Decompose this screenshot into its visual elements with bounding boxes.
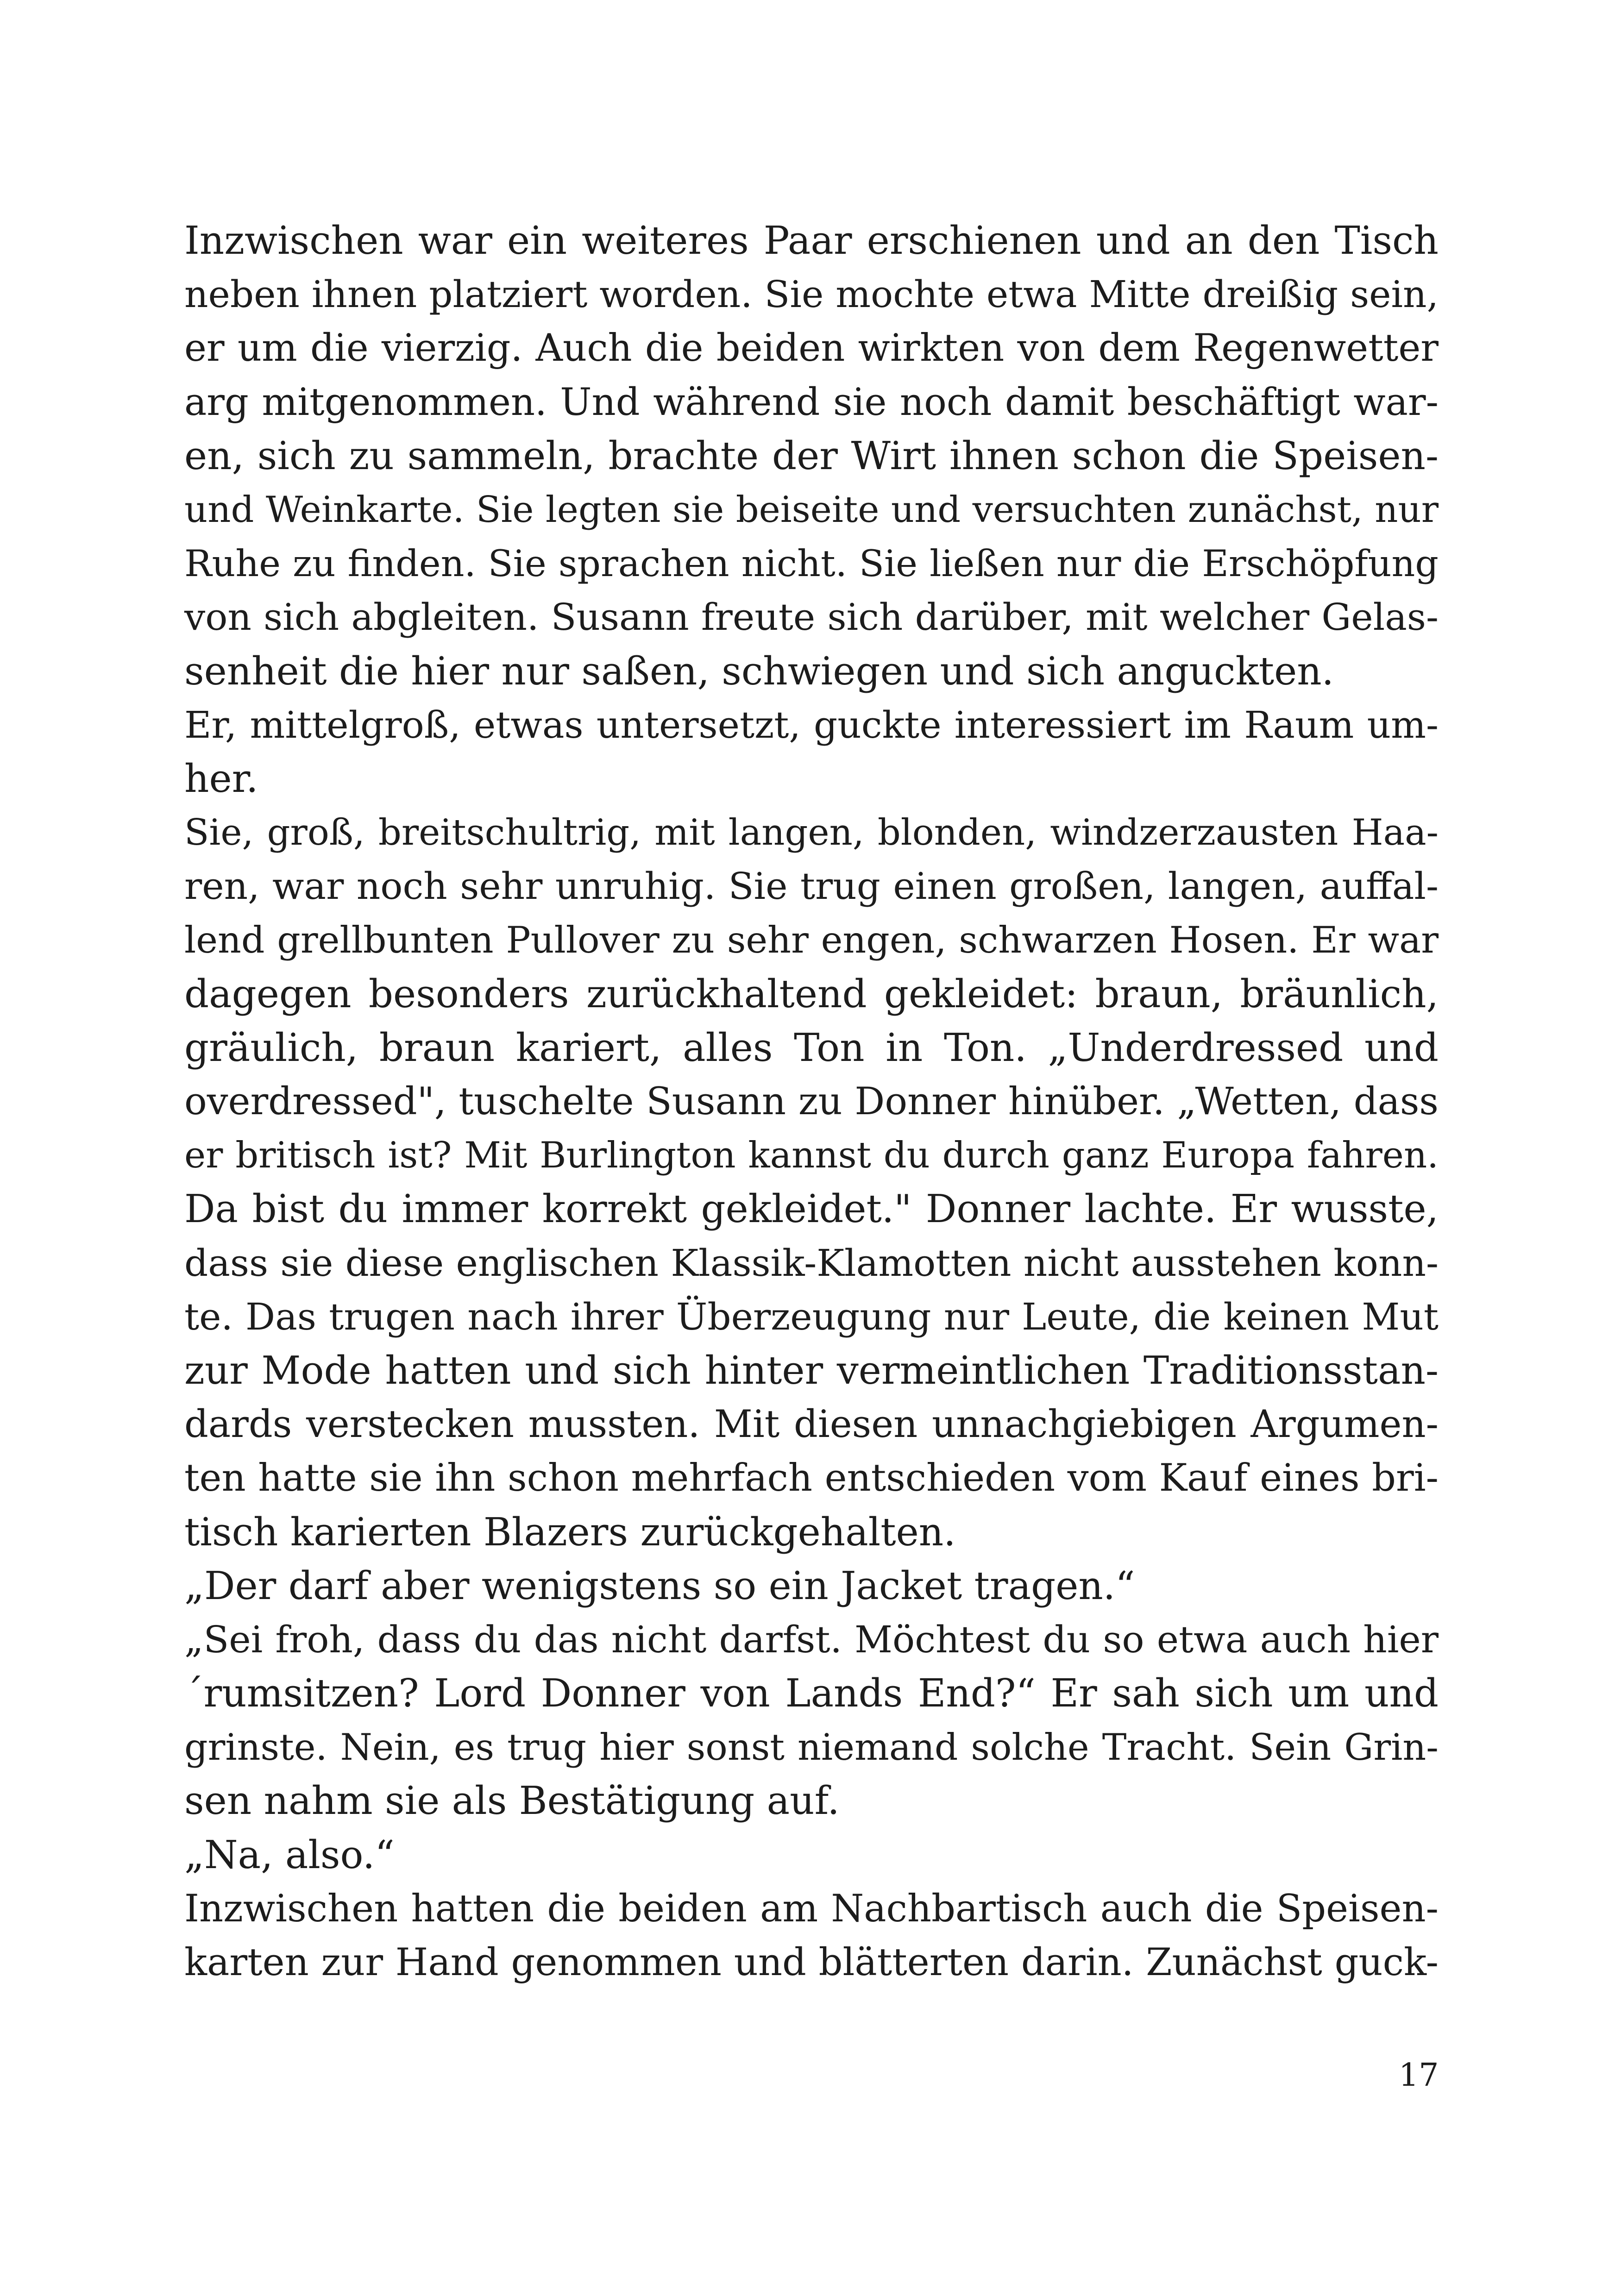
text-line: Ruhe zu finden. Sie sprachen nicht. Sie ließen nur die Erschöpfung xyxy=(184,542,1439,585)
text-line: Inzwischen war ein weiteres Paar erschienen und an den Tisch xyxy=(184,218,1439,263)
text-line: „Na, also.“ xyxy=(184,1832,395,1877)
text-line: ´rumsitzen? Lord Donner von Lands End?“ Er sah sich um und xyxy=(184,1671,1439,1716)
text-line: von sich abgleiten. Susann freute sich darüber, mit welcher Gelas- xyxy=(184,596,1439,639)
text-line: „Sei froh, dass du das nicht darfst. Möchtest du so etwa auch hier xyxy=(184,1618,1439,1661)
text-line: er um die vierzig. Auch die beiden wirkten von dem Regenwetter xyxy=(184,326,1439,370)
text-line: sen nahm sie als Bestätigung auf. xyxy=(184,1778,840,1824)
text-line: karten zur Hand genommen und blätterten darin. Zunächst guck- xyxy=(184,1941,1439,1984)
text-line: gräulich, braun kariert, alles Ton in Ton. „Underdressed und xyxy=(184,1025,1439,1070)
text-line: overdressed", tuschelte Susann zu Donner hinüber. „Wetten, dass xyxy=(184,1080,1439,1123)
text-line: und Weinkarte. Sie legten sie beiseite und versuchten zunächst, nur xyxy=(184,489,1439,531)
text-line: neben ihnen platziert worden. Sie mochte etwa Mitte dreißig sein, xyxy=(184,273,1439,316)
text-line: senheit die hier nur saßen, schwiegen und sich anguckten. xyxy=(184,648,1334,694)
text-line: dards verstecken mussten. Mit diesen unnachgiebigen Argumen- xyxy=(184,1403,1439,1447)
page-number: 17 xyxy=(1399,2057,1439,2094)
text-line: arg mitgenommen. Und während sie noch damit beschäftigt war- xyxy=(184,380,1439,424)
body-text xyxy=(184,214,1439,1989)
text-line: grinste. Nein, es trug hier sonst niemand solche Tracht. Sein Grin- xyxy=(184,1726,1439,1769)
text-line: Sie, groß, breitschultrig, mit langen, blonden, windzerzausten Haa- xyxy=(184,812,1439,854)
text-line: lend grellbunten Pullover zu sehr engen, schwarzen Hosen. Er war xyxy=(184,919,1439,962)
text-line: Er, mittelgroß, etwas untersetzt, guckte interessiert im Raum um- xyxy=(184,703,1439,747)
text-line: her. xyxy=(184,756,258,801)
text-line: en, sich zu sammeln, brachte der Wirt ihnen schon die Speisen- xyxy=(184,433,1439,478)
text-line: Da bist du immer korrekt gekleidet." Donner lachte. Er wusste, xyxy=(184,1186,1439,1232)
text-line: ren, war noch sehr unruhig. Sie trug einen großen, langen, auffal- xyxy=(184,865,1439,908)
text-line: dagegen besonders zurückhaltend gekleidet: braun, bräunlich, xyxy=(184,971,1439,1016)
text-line: dass sie diese englischen Klassik-Klamotten nicht ausstehen konn- xyxy=(184,1241,1439,1285)
text-line: te. Das trugen nach ihrer Überzeugung nur Leute, die keinen Mut xyxy=(184,1295,1439,1338)
text-line: ten hatte sie ihn schon mehrfach entschieden vom Kauf eines bri- xyxy=(184,1456,1439,1500)
text-line: er britisch ist? Mit Burlington kannst du durch ganz Europa fahren. xyxy=(184,1135,1439,1177)
text-line: tisch karierten Blazers zurückgehalten. xyxy=(184,1509,956,1555)
text-line: zur Mode hatten und sich hinter vermeintlichen Traditionsstan- xyxy=(184,1348,1439,1393)
text-line: Inzwischen hatten die beiden am Nachbartisch auch die Speisen- xyxy=(184,1887,1439,1931)
text-line: „Der darf aber wenigstens so ein Jacket tragen.“ xyxy=(184,1563,1135,1608)
